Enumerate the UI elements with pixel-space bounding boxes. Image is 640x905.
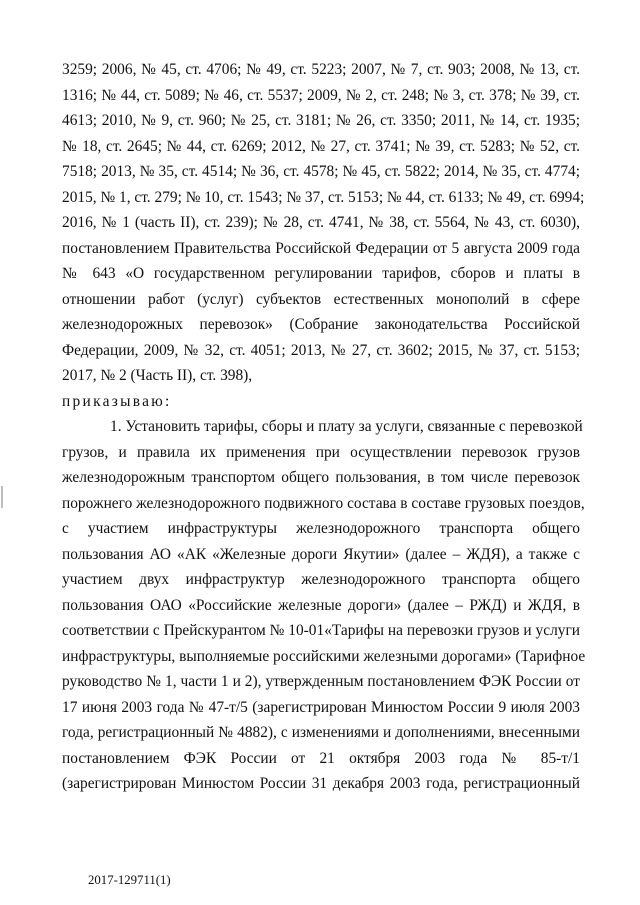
text-line: отношении работ (услуг) субъектов естественных монополий в сфере <box>62 290 580 308</box>
text-line: железнодорожным транспортом общего пользования, в том числе перевозок <box>62 469 580 486</box>
text-line: 2016, № 1 (часть II), ст. 239); № 28, ст. 4741, № 38, ст. 5564, № 43, ст. 6030), <box>62 214 580 231</box>
text-line: 7518; 2013, № 35, ст. 4514; № 36, ст. 4578; № 45, ст. 5822; 2014, № 35, ст. 4774; <box>62 163 580 180</box>
text-line: руководство № 1, части 1 и 2), утвержденным постановлением ФЭК России от <box>62 673 580 690</box>
text-line: 3259; 2006, № 45, ст. 4706; № 49, ст. 5223; 2007, № 7, ст. 903; 2008, № 13, ст. <box>62 61 580 78</box>
text-line: участием двух инфраструктур железнодорожного транспорта общего <box>62 571 580 588</box>
text-line: постановлением Правительства Российской Федерации от 5 августа 2009 года <box>62 239 580 257</box>
text-line: с участием инфраструктуры железнодорожного транспорта общего <box>62 520 580 537</box>
text-line: порожнего железнодорожного подвижного состава в составе грузовых поездов, <box>62 494 585 512</box>
text-line: 17 июня 2003 года № 47-т/5 (зарегистрирован Минюстом России 9 июля 2003 <box>62 698 580 716</box>
text-line: года, регистрационный № 4882), с изменениями и дополнениями, внесенными <box>62 724 580 741</box>
text-line: грузов, и правила их применения при осуществлении перевозок грузов <box>62 443 580 461</box>
document-body <box>62 57 586 797</box>
scan-edge-mark <box>1 486 3 508</box>
text-line: постановлением ФЭК России от 21 октября 2003 года № 85-т/1 <box>62 749 580 767</box>
text-line: № 643 «О государственном регулировании тарифов, сборов и платы в <box>62 265 580 282</box>
text-line: № 18, ст. 2645; № 44, ст. 6269; 2012, № 27, ст. 3741; № 39, ст. 5283; № 52, ст. <box>62 137 580 155</box>
text-line: Федерации, 2009, № 32, ст. 4051; 2013, № 27, ст. 3602; 2015, № 37, ст. 5153; <box>62 341 580 359</box>
text-line: пользования АО «АК «Железные дороги Якутии» (далее – ЖДЯ), а также с <box>62 545 580 563</box>
text-line: 1316; № 44, ст. 5089; № 46, ст. 5537; 2009, № 2, ст. 248; № 3, ст. 378; № 39, ст. <box>62 86 580 104</box>
text-line: 2017, № 2 (Часть II), ст. 398), <box>62 367 253 384</box>
text-line: соответствии с Прейскурантом № 10-01«Тарифы на перевозки грузов и услуги <box>62 622 580 639</box>
text-line: (зарегистрирован Минюстом России 31 декабря 2003 года, регистрационный <box>62 775 580 792</box>
order-verb: приказываю: <box>62 392 172 410</box>
document-code: 2017-129711(1) <box>88 873 171 887</box>
text-line: 4613; 2010, № 9, ст. 960; № 25, ст. 3181; № 26, ст. 3350; 2011, № 14, ст. 1935; <box>62 112 580 129</box>
paragraph-1-start: 1. Установить тарифы, сборы и плату за услуги, связанные с перевозкой <box>110 418 583 435</box>
text-line: пользования ОАО «Российские железные дороги» (далее – РЖД) и ЖДЯ, в <box>62 596 580 614</box>
text-line: 2015, № 1, ст. 279; № 10, ст. 1543; № 37, ст. 5153; № 44, ст. 6133; № 49, ст. 6994; <box>62 188 585 206</box>
text-line: железнодорожных перевозок» (Собрание законодательства Российской <box>62 316 580 333</box>
text-line: инфраструктуры, выполняемые российскими железными дорогами» (Тарифное <box>62 647 586 665</box>
